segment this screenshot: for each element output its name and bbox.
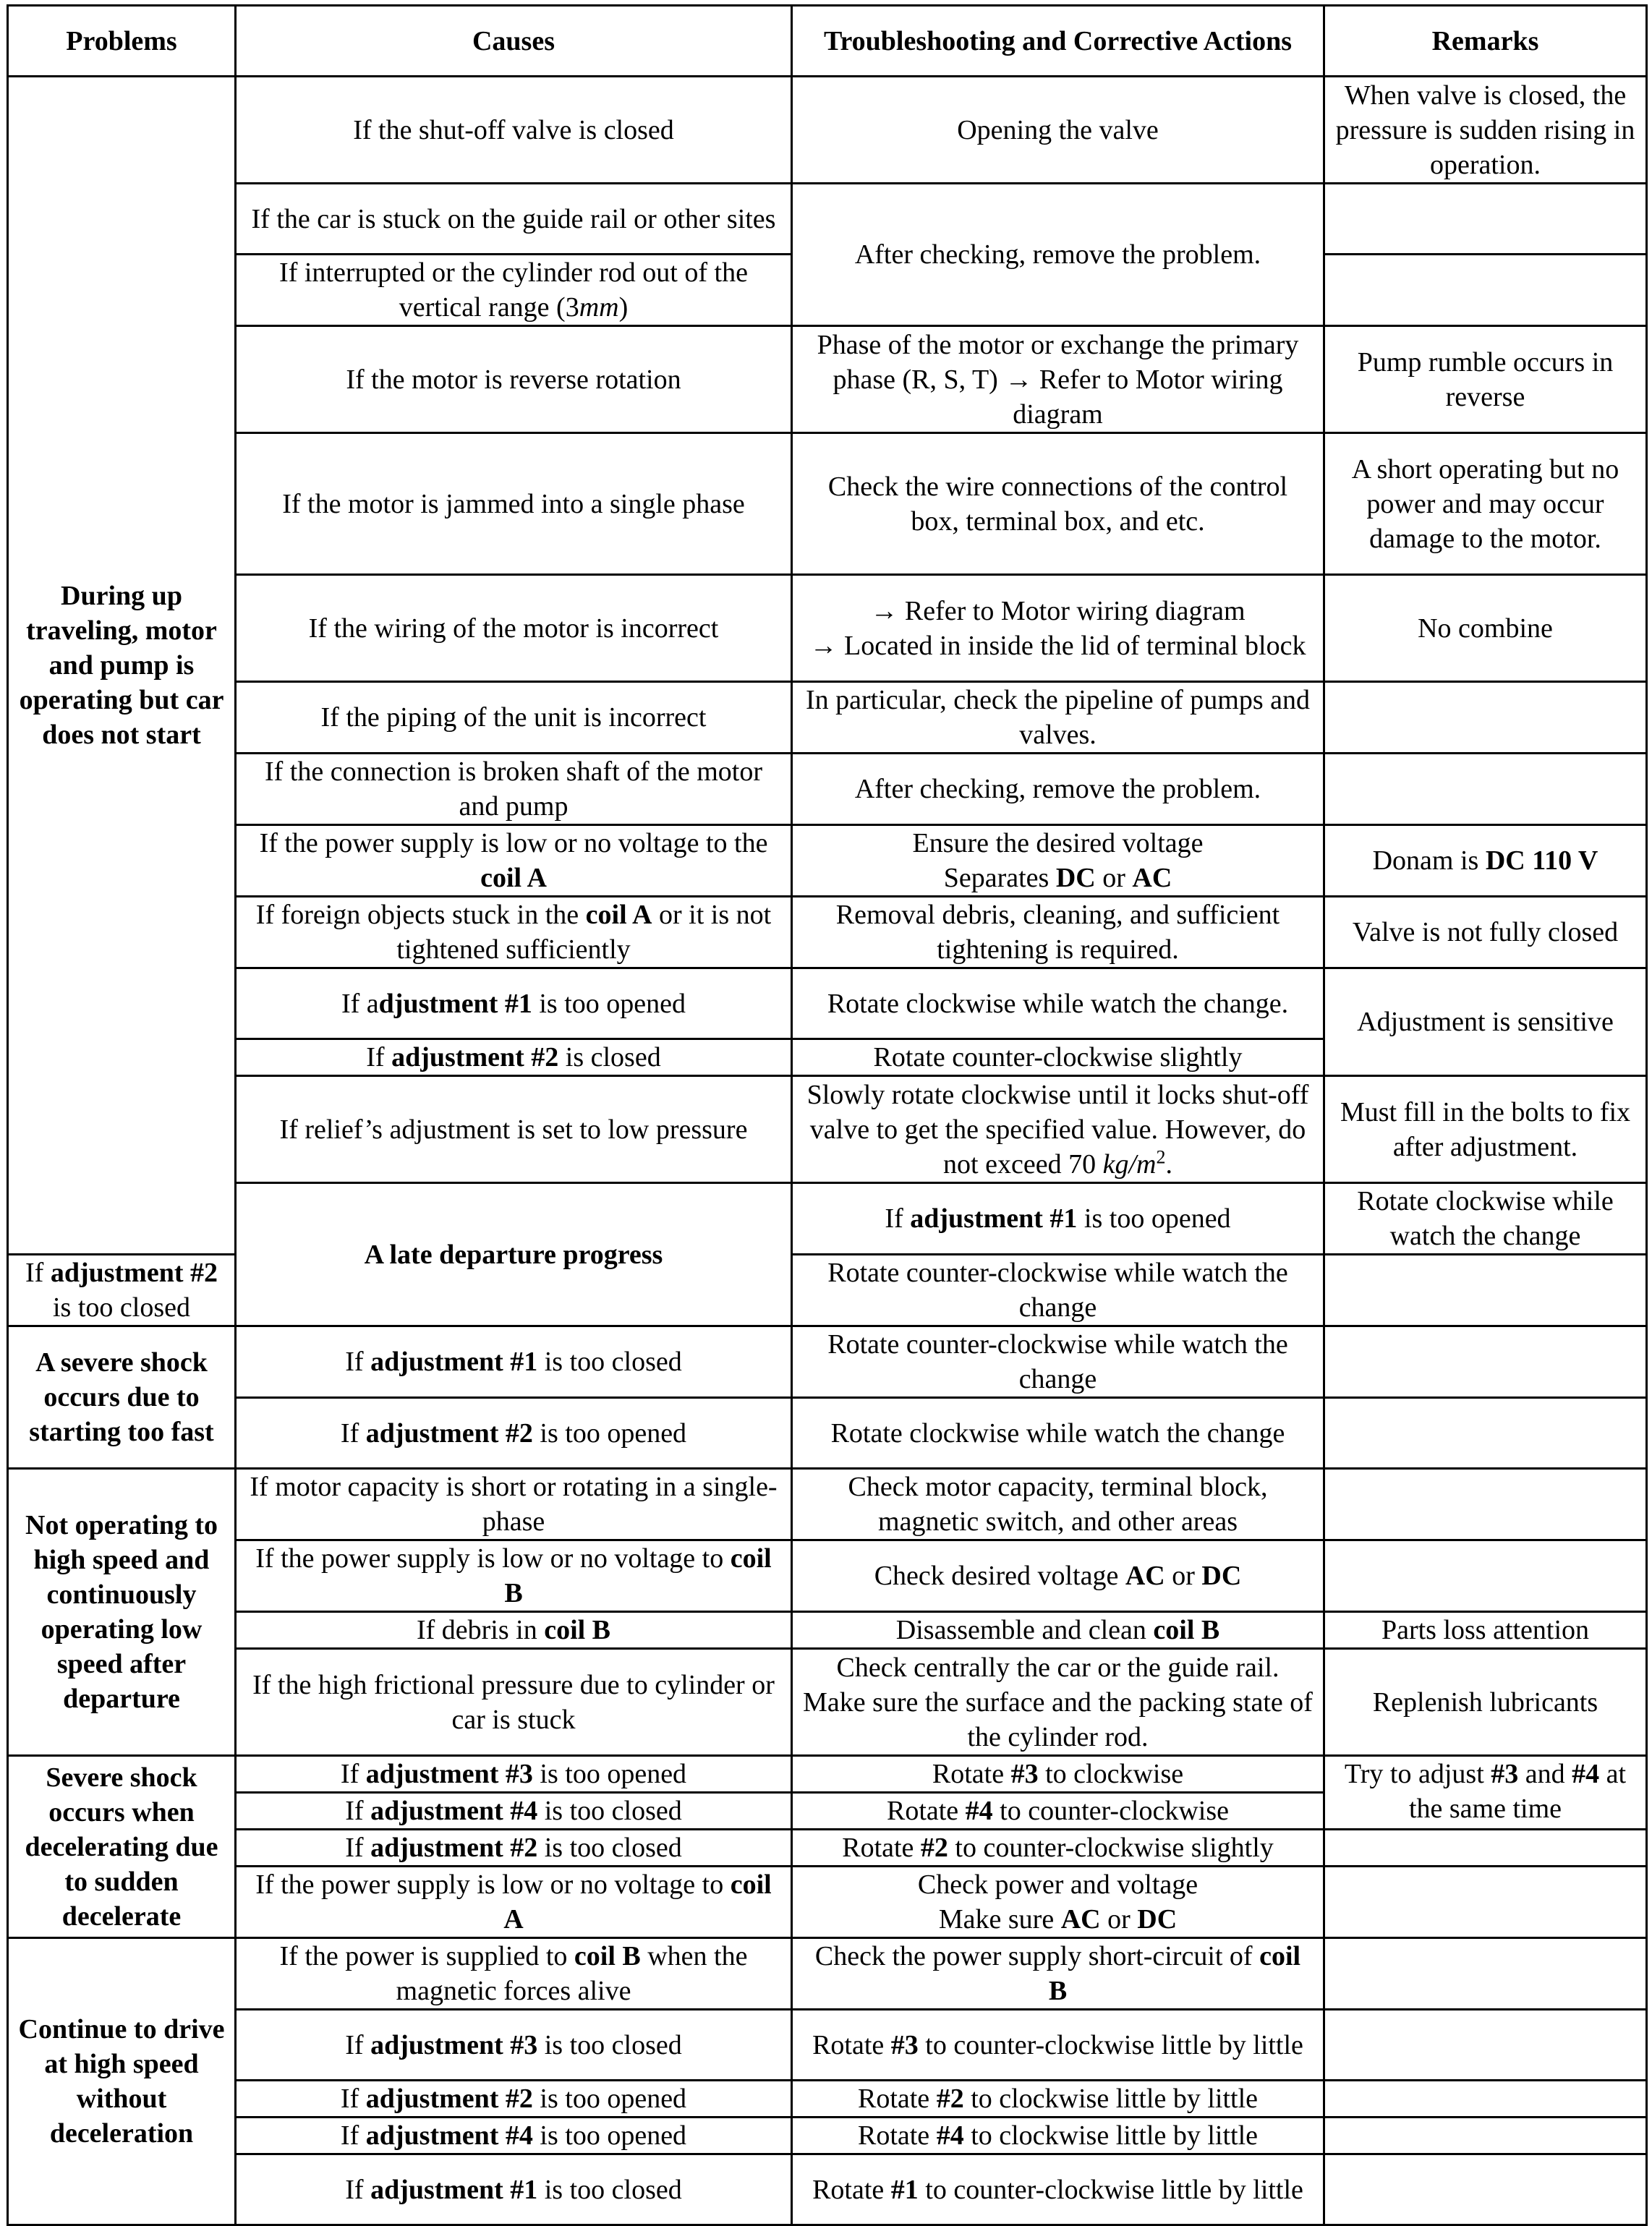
action-cell: Check centrally the car or the guide rail. Make sure the surface and the packing state of the cylinder rod. [792, 1649, 1324, 1756]
header-causes: Causes [236, 6, 792, 77]
cause-cell: If motor capacity is short or rotating in a single-phase [236, 1469, 792, 1540]
table-row [8, 1540, 1647, 1612]
cause-cell: If foreign objects stuck in the coil A or it is not tightened sufficiently [236, 897, 792, 968]
action-cell: Check motor capacity, terminal block, magnetic switch, and other areas [792, 1469, 1324, 1540]
action-cell: Rotate clockwise while watch the change. [792, 968, 1324, 1039]
table-row [8, 575, 1647, 682]
remark-cell: Replenish lubricants [1324, 1649, 1647, 1756]
cause-cell: If adjustment #2 is too closed [236, 1830, 792, 1867]
cause-cell: If the motor is jammed into a single phase [236, 433, 792, 575]
remark-cell [1324, 1326, 1647, 1398]
remark-cell [1324, 1540, 1647, 1612]
action-cell: Check desired voltage AC or DC [792, 1540, 1324, 1612]
cause-cell: If the power supply is low or no voltage to the coil A [236, 825, 792, 897]
remark-cell [1324, 1469, 1647, 1540]
cause-cell: If adjustment #2 is too opened [236, 1398, 792, 1469]
remark-cell [1324, 2010, 1647, 2081]
table-row [8, 1183, 1647, 1255]
cause-cell: If adjustment #3 is too opened [236, 1756, 792, 1793]
remark-cell [1324, 1398, 1647, 1469]
table-row [8, 1398, 1647, 1469]
cause-cell: If interrupted or the cylinder rod out of the vertical range (3mm) [236, 255, 792, 326]
cause-cell: If debris in coil B [236, 1612, 792, 1649]
action-cell: Rotate counter-clockwise while watch the change [792, 1255, 1324, 1326]
action-cell: Rotate counter-clockwise while watch the change [792, 1326, 1324, 1398]
remark-cell [1324, 2081, 1647, 2118]
remark-cell [1324, 754, 1647, 825]
table-row [8, 1938, 1647, 2010]
table-row [8, 326, 1647, 433]
cause-cell: If adjustment #1 is too opened [792, 1183, 1324, 1255]
action-cell: Rotate clockwise while watch the change [792, 1398, 1324, 1469]
cause-cell: If adjustment #1 is too closed [236, 2154, 792, 2225]
cause-cell: If the power supply is low or no voltage to coil A [236, 1867, 792, 1938]
action-cell: After checking, remove the problem. [792, 754, 1324, 825]
remark-cell: Pump rumble occurs in reverse [1324, 326, 1647, 433]
header-remarks: Remarks [1324, 6, 1647, 77]
remark-cell [1324, 255, 1647, 326]
remark-cell: No combine [1324, 575, 1647, 682]
header-actions: Troubleshooting and Corrective Actions [792, 6, 1324, 77]
table-row [8, 1649, 1647, 1756]
problem-cell: Not operating to high speed and continuously operating low speed after departure [8, 1469, 236, 1756]
action-cell: Check the power supply short-circuit of coil B [792, 1938, 1324, 2010]
action-cell: Opening the valve [792, 77, 1324, 184]
table-row [8, 1756, 1647, 1793]
action-cell: In particular, check the pipeline of pumps and valves. [792, 682, 1324, 754]
cause-cell: If adjustment #2 is too opened [236, 2081, 792, 2118]
action-cell: Ensure the desired voltage Separates DC or AC [792, 825, 1324, 897]
action-cell: Rotate #4 to clockwise little by little [792, 2118, 1324, 2154]
action-cell: Disassemble and clean coil B [792, 1612, 1324, 1649]
table-row [8, 1326, 1647, 1398]
cause-cell: If adjustment #3 is too closed [236, 2010, 792, 2081]
cause-cell: If the shut-off valve is closed [236, 77, 792, 184]
action-cell: Rotate counter-clockwise slightly [792, 1039, 1324, 1076]
action-cell: Rotate #2 to counter-clockwise slightly [792, 1830, 1324, 1867]
cause-cell: If adjustment #4 is too closed [236, 1793, 792, 1830]
troubleshooting-table [7, 4, 1648, 2226]
problem-cell: A severe shock occurs due to starting too fast [8, 1326, 236, 1469]
header-row [8, 6, 1647, 77]
action-cell: Rotate #4 to counter-clockwise [792, 1793, 1324, 1830]
remark-cell: Try to adjust #3 and #4 at the same time [1324, 1756, 1647, 1830]
action-cell: Rotate #3 to counter-clockwise little by little [792, 2010, 1324, 2081]
cause-cell: If adjustment #1 is too opened [236, 968, 792, 1039]
remark-cell: Must fill in the bolts to fix after adjustment. [1324, 1076, 1647, 1183]
action-cell: Removal debris, cleaning, and sufficient tightening is required. [792, 897, 1324, 968]
remark-cell [1324, 2154, 1647, 2225]
cause-cell: If relief’s adjustment is set to low pressure [236, 1076, 792, 1183]
remark-cell [1324, 1867, 1647, 1938]
remark-cell: When valve is closed, the pressure is sudden rising in operation. [1324, 77, 1647, 184]
remark-cell: Adjustment is sensitive [1324, 968, 1647, 1076]
table-row [8, 1469, 1647, 1540]
action-cell: After checking, remove the problem. [792, 184, 1324, 326]
table-row [8, 754, 1647, 825]
table-row [8, 825, 1647, 897]
table-row [8, 2081, 1647, 2118]
remark-cell [1324, 1255, 1647, 1326]
problem-cell: A late departure progress [236, 1183, 792, 1326]
problem-cell: Continue to drive at high speed without deceleration [8, 1938, 236, 2225]
table-row [8, 77, 1647, 184]
cause-cell: If adjustment #2 is closed [236, 1039, 792, 1076]
table-row [8, 433, 1647, 575]
table-row [8, 184, 1647, 255]
action-cell: Rotate #3 to clockwise [792, 1756, 1324, 1793]
cause-cell: If the piping of the unit is incorrect [236, 682, 792, 754]
cause-cell: If the high frictional pressure due to cylinder or car is stuck [236, 1649, 792, 1756]
problem-cell: Severe shock occurs when decelerating due to sudden decelerate [8, 1756, 236, 1938]
remark-cell [1324, 682, 1647, 754]
remark-cell: Donam is DC 110 V [1324, 825, 1647, 897]
table-row [8, 968, 1647, 1039]
remark-cell [1324, 1938, 1647, 2010]
header-problems: Problems [8, 6, 236, 77]
action-cell: Check the wire connections of the control box, terminal box, and etc. [792, 433, 1324, 575]
remark-cell: Valve is not fully closed [1324, 897, 1647, 968]
action-cell: Rotate #1 to counter-clockwise little by little [792, 2154, 1324, 2225]
cause-cell: If the power is supplied to coil B when the magnetic forces alive [236, 1938, 792, 2010]
action-cell: Rotate clockwise while watch the change [1324, 1183, 1647, 1255]
cause-cell: If adjustment #4 is too opened [236, 2118, 792, 2154]
table-row [8, 682, 1647, 754]
action-cell: Slowly rotate clockwise until it locks shut-off valve to get the specified value. However, do not exceed 70 $kg/m^2$. [792, 1076, 1324, 1183]
action-cell: Phase of the motor or exchange the primary phase (R, S, T) → Refer to Motor wiring diagram [792, 326, 1324, 433]
cause-cell: If the power supply is low or no voltage to coil B [236, 1540, 792, 1612]
table-row [8, 1076, 1647, 1183]
cause-cell: If the car is stuck on the guide rail or other sites [236, 184, 792, 255]
table-row [8, 2010, 1647, 2081]
remark-cell [1324, 1830, 1647, 1867]
remark-cell [1324, 184, 1647, 255]
table-row [8, 2154, 1647, 2225]
cause-cell: If adjustment #2 is too closed [8, 1255, 236, 1326]
action-cell: Check power and voltage Make sure AC or DC [792, 1867, 1324, 1938]
cause-cell: If the motor is reverse rotation [236, 326, 792, 433]
action-cell: Rotate #2 to clockwise little by little [792, 2081, 1324, 2118]
table-row [8, 1867, 1647, 1938]
cause-cell: If the wiring of the motor is incorrect [236, 575, 792, 682]
remark-cell [1324, 2118, 1647, 2154]
table-row [8, 897, 1647, 968]
problem-cell: During up traveling, motor and pump is operating but car does not start [8, 77, 236, 1255]
cause-cell: If the connection is broken shaft of the motor and pump [236, 754, 792, 825]
action-cell: → Refer to Motor wiring diagram → Located in inside the lid of terminal block [792, 575, 1324, 682]
table-row [8, 1612, 1647, 1649]
table-row [8, 2118, 1647, 2154]
cause-cell: If adjustment #1 is too closed [236, 1326, 792, 1398]
table-row [8, 1830, 1647, 1867]
remark-cell: Parts loss attention [1324, 1612, 1647, 1649]
remark-cell: A short operating but no power and may occur damage to the motor. [1324, 433, 1647, 575]
